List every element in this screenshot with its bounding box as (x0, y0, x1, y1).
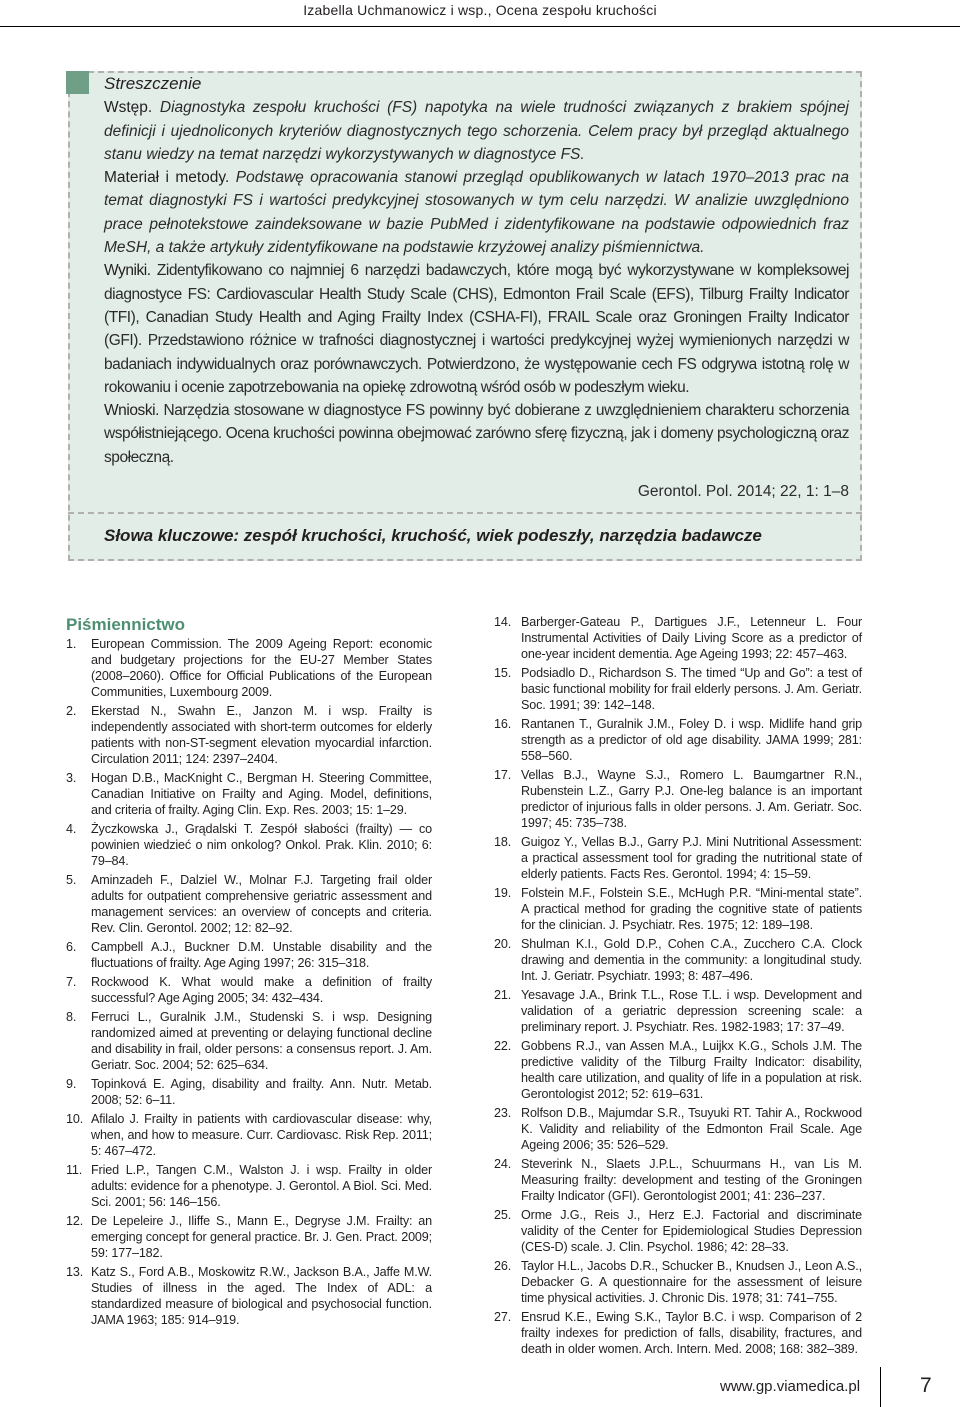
reference-number: 8. (66, 1010, 77, 1024)
reference-number: 23. (494, 1106, 512, 1120)
reference-text: Shulman K.I., Gold D.P., Cohen C.A., Zucchero C.A. Clock drawing and dementia in the community: a longitudinal study. Int. J. Geriatr. Psychiatr. 1993; 8: 487–496. (521, 937, 862, 983)
reference-item (66, 1162, 432, 1210)
reference-number: 9. (66, 1077, 77, 1091)
reference-text: Rantanen T., Guralnik J.M., Foley D. i wsp. Midlife hand grip strength as a predictor of old age disability. JAMA 1999; 281: 558–560. (521, 717, 862, 763)
reference-text: Ensrud K.E., Ewing S.K., Taylor B.C. i wsp. Comparison of 2 frailty indexes for prediction of falls, disability, fractures, and death in older women. Arch. Intern. Med. 2008; 168: 382–389. (521, 1310, 862, 1356)
reference-text: Rolfson D.B., Majumdar S.R., Tsuyuki RT. Tahir A., Rockwood K. Validity and reliability of the Edmonton Frail Scale. Age Ageing 2006; 35: 526–529. (521, 1106, 862, 1152)
reference-number: 12. (66, 1214, 84, 1228)
abstract-label-results: Wyniki. (104, 262, 151, 280)
reference-item (494, 716, 862, 764)
reference-number: 26. (494, 1259, 512, 1273)
reference-text: Życzkowska J., Grądalski T. Zespół słabości (frailty) — co powinien wiedzieć o nim onkolog? Onkol. Prak. Klin. 2010; 6: 79–84. (91, 822, 432, 868)
reference-text: Taylor H.L., Jacobs D.R., Schucker B., Knudsen J., Leon A.S., Debacker G. A questionnaire for the assessment of leisure time physical activities. J. Chronic Dis. 1978; 31: 741–755. (521, 1259, 862, 1305)
reference-item (494, 834, 862, 882)
reference-item (66, 821, 432, 869)
reference-item (66, 1213, 432, 1261)
abstract-label-intro: Wstęp. (104, 99, 153, 117)
reference-number: 18. (494, 835, 512, 849)
reference-text: Ferruci L., Guralnik J.M., Studenski S. i wsp. Designing randomized aimed at preventing or delaying functional decline and disability in frail, older persons: a consensus report. J. Am. Geriatr. Soc. 2004; 52: 625–634. (91, 1010, 432, 1072)
abstract (104, 72, 849, 503)
footer-divider (880, 1367, 881, 1407)
reference-item (494, 767, 862, 831)
reference-item (66, 974, 432, 1006)
reference-text: Barberger-Gateau P., Dartigues J.F., Letenneur L. Four Instrumental Activities of Daily Living Score as a predictor of one-year incident dementia. Age Ageing 1993; 22: 457–463. (521, 615, 862, 661)
reference-text: Fried L.P., Tangen C.M., Walston J. i wsp. Frailty in older adults: evidence for a phenotype. J. Gerontol. A Biol. Sci. Med. Sci. 2001; 56: 146–156. (91, 1163, 432, 1209)
reference-text: Hogan D.B., MacKnight C., Bergman H. Steering Committee, Canadian Initiative on Frailty and Aging. Model, definitions, and criteria of frailty. Aging Clin. Exp. Res. 2003; 15: 1–29. (91, 771, 432, 817)
abstract-title: Streszczenie (104, 74, 202, 93)
abstract-section-conclusions (104, 399, 849, 469)
abstract-section-methods (104, 166, 849, 259)
abstract-text-intro: Diagnostyka zespołu kruchości (FS) napotyka na wiele trudności związanych z brakiem spójnej definicji i ujednoliconych kryteriów diagnostycznych tego schorzenia. Celem pracy był przegląd aktualnego stanu wiedzy na temat narzędzi wykorzystywanych w diagnostyce FS. (104, 99, 849, 163)
header-rule (0, 26, 960, 27)
reference-item (494, 885, 862, 933)
reference-text: Vellas B.J., Wayne S.J., Romero L. Baumgartner R.N., Rubenstein L.Z., Garry P.J. One-leg balance is an important predictor of injurious falls in older persons. J. Am. Geriatr. Soc. 1997; 45: 735–738. (521, 768, 862, 830)
reference-item (66, 1076, 432, 1108)
references-left-column (66, 636, 432, 1331)
reference-item (494, 1156, 862, 1204)
abstract-section-intro (104, 96, 849, 166)
reference-text: Topinková E. Aging, disability and frailty. Ann. Nutr. Metab. 2008; 52: 6–11. (91, 1077, 432, 1107)
reference-text: Gobbens R.J., van Assen M.A., Luijkx K.G., Schols J.M. The predictive validity of the Tilburg Frailty Indicator: disability, health care utilization, and quality of life in a population at risk. Gerontologist 2012; 52: 619–631. (521, 1039, 862, 1101)
reference-number: 24. (494, 1157, 512, 1171)
reference-text: Yesavage J.A., Brink T.L., Rose T.L. i wsp. Development and validation of a geriatric depression screening scale: a preliminary report. J. Psychiatr. Res. 1982-1983; 17: 37–49. (521, 988, 862, 1034)
reference-text: Podsiadlo D., Richardson S. The timed “Up and Go”: a test of basic functional mobility for frail elderly persons. J. Am. Geriatr. Soc. 1991; 39: 142–148. (521, 666, 862, 712)
reference-number: 6. (66, 940, 77, 954)
reference-item (494, 614, 862, 662)
reference-number: 4. (66, 822, 77, 836)
abstract-text-results: Zidentyfikowano co najmniej 6 narzędzi badawczych, które mogą być wykorzystywane w kompleksowej diagnostyce FS: Cardiovascular Health Study Scale (CHS), Edmonton Frail Scale (EFS), Tilburg Frailty Indicator (TFI), Canadian Study Health and Aging Frailty Index (CSHA-FI), FRAIL Scale oraz Groningen Frailty Indicator (GFI). Przedstawiono różnice w trafności diagnostycznej i wartości predykcyjnej wyżej wymienionych narzędzi w badaniach indywidualnych oraz porównawczych. Potwierdzono, że występowanie cech FS odgrywa istotną rolę w rokowaniu i ocenie zapotrzebowania na opiekę zdrowotną wśród osób w podeszłym wieku. (104, 262, 849, 396)
reference-text: Afilalo J. Frailty in patients with cardiovascular disease: why, when, and how to measure. Curr. Cardiovasc. Risk Rep. 2011; 5: 467–472. (91, 1112, 432, 1158)
abstract-label-conclusions: Wnioski. (104, 402, 159, 420)
reference-text: Campbell A.J., Buckner D.M. Unstable disability and the fluctuations of frailty. Age Aging 1997; 26: 315–318. (91, 940, 432, 970)
reference-item (66, 939, 432, 971)
running-head (0, 0, 960, 18)
reference-number: 2. (66, 704, 77, 718)
reference-item (494, 1207, 862, 1255)
running-title: Izabella Uchmanowicz i wsp., Ocena zespołu kruchości (303, 2, 657, 18)
reference-item (66, 1264, 432, 1328)
reference-number: 7. (66, 975, 77, 989)
reference-item (494, 1309, 862, 1357)
reference-number: 21. (494, 988, 512, 1002)
reference-number: 13. (66, 1265, 84, 1279)
abstract-text-methods: Podstawę opracowania stanowi przegląd opublikowanych w latach 1970–2013 prac na temat diagnostyki FS i wartości predykcyjnej stosowanych w tym celu narzędzi. W analizie uwzględniono prace pełnotekstowe zaindeksowane w bazie PubMed i zidentyfikowane na podstawie odpowiednich fraz MeSH, a także artykuły zidentyfikowane na podstawie krzyżowej analizy piśmiennictwa. (104, 169, 849, 257)
reference-item (494, 1038, 862, 1102)
reference-text: Katz S., Ford A.B., Moskowitz R.W., Jackson B.A., Jaffe M.W. Studies of illness in the aged. The Index of ADL: a standardized measure of biological and psychosocial function. JAMA 1963; 185: 914–919. (91, 1265, 432, 1327)
reference-text: De Lepeleire J., Iliffe S., Mann E., Degryse J.M. Frailty: an emerging concept for general practice. Br. J. Gen. Pract. 2009; 59: 177–182. (91, 1214, 432, 1260)
reference-item (494, 987, 862, 1035)
reference-number: 10. (66, 1112, 84, 1126)
keywords: Słowa kluczowe: zespół kruchości, kruchość, wiek podeszły, narzędzia badawcze (104, 526, 762, 545)
reference-text: Ekerstad N., Swahn E., Janzon M. i wsp. Frailty is independently associated with short-term outcomes for elderly patients with non-ST-segment elevation myocardial infarction. Circulation 2011; 124: 2397–2404. (91, 704, 432, 766)
page-number: 7 (920, 1374, 932, 1397)
reference-text: Orme J.G., Reis J., Herz E.J. Factorial and discriminate validity of the Center for Epidemiological Studies Depression (CES-D) scale. J. Clin. Psychol. 1986; 42: 28–33. (521, 1208, 862, 1254)
reference-number: 20. (494, 937, 512, 951)
footer-url[interactable]: www.gp.viamedica.pl (720, 1378, 861, 1395)
reference-item (494, 665, 862, 713)
reference-number: 19. (494, 886, 512, 900)
reference-item (66, 636, 432, 700)
reference-item (66, 770, 432, 818)
references-title: Piśmiennictwo (66, 615, 186, 634)
reference-text: Folstein M.F., Folstein S.E., McHugh P.R. “Mini-mental state”. A practical method for grading the cognitive state of patients for the clinician. J. Psychiatr. Res. 1975; 12: 189–198. (521, 886, 862, 932)
reference-number: 3. (66, 771, 77, 785)
reference-item (494, 1258, 862, 1306)
reference-item (66, 1111, 432, 1159)
reference-number: 27. (494, 1310, 512, 1324)
reference-number: 15. (494, 666, 512, 680)
reference-number: 5. (66, 873, 77, 887)
reference-text: Rockwood K. What would make a definition of frailty successful? Age Aging 2005; 34: 432–434. (91, 975, 432, 1005)
reference-text: European Commission. The 2009 Ageing Report: economic and budgetary projections for the EU-27 Member States (2008–2060). Office for Official Publications of the European Communities, Luxembourg 2009. (91, 637, 432, 699)
abstract-text-conclusions: Narzędzia stosowane w diagnostyce FS powinny być dobierane z uwzględnieniem charakteru schorzenia współistniejącego. Ocena kruchości powinna obejmować zarówno sferę fizyczną, jak i domeny psychologiczną oraz społeczną. (104, 402, 849, 466)
reference-item (494, 936, 862, 984)
references-right-column (494, 614, 862, 1360)
reference-item (66, 1009, 432, 1073)
abstract-citation: Gerontol. Pol. 2014; 22, 1: 1–8 (637, 483, 849, 501)
abstract-section-results (104, 259, 849, 399)
reference-number: 11. (66, 1163, 83, 1177)
reference-text: Guigoz Y., Vellas B.J., Garry P.J. Mini Nutritional Assessment: a practical assessment tool for grading the nutritional state of elderly patients. Facts Res. Gerontol. 1994; 4: 15–59. (521, 835, 862, 881)
reference-number: 14. (494, 615, 512, 629)
reference-text: Steverink N., Slaets J.P.L., Schuurmans H., van Lis M. Measuring frailty: development and testing of the Groningen Frailty Indicator (GFI). Gerontologist 2001; 41: 236–237. (521, 1157, 862, 1203)
reference-item (66, 872, 432, 936)
reference-number: 16. (494, 717, 512, 731)
abstract-marker-square (66, 71, 89, 94)
abstract-label-methods: Materiał i metody. (104, 169, 230, 187)
reference-number: 25. (494, 1208, 512, 1222)
abstract-separator (68, 512, 862, 514)
reference-number: 17. (494, 768, 512, 782)
reference-number: 1. (66, 637, 77, 651)
reference-item (66, 703, 432, 767)
reference-item (494, 1105, 862, 1153)
reference-number: 22. (494, 1039, 512, 1053)
reference-text: Aminzadeh F., Dalziel W., Molnar F.J. Targeting frail older adults for outpatient comprehensive geriatric assessment and management services: an overview of concepts and criteria. Rev. Clin. Gerontol. 2002; 12: 82–92. (91, 873, 432, 935)
